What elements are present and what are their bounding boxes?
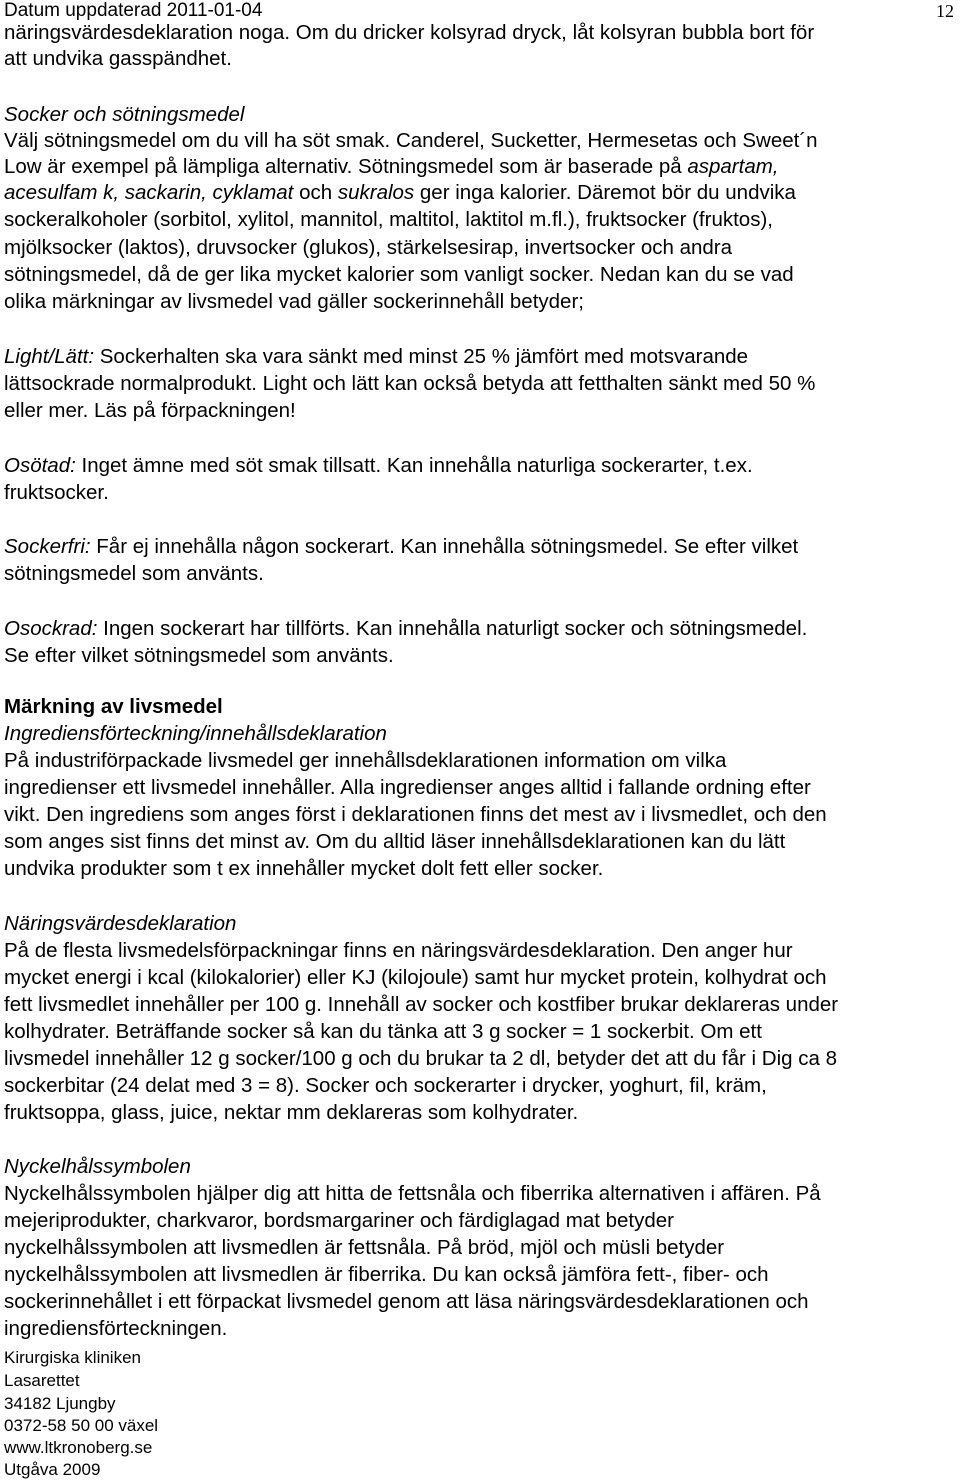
text-line: Low är exempel på lämpliga alternativ. Sötningsmedel som är baserade på aspartam, [4,155,779,178]
text-line: acesulfam k, sackarin, cyklamat och sukralos ger inga kalorier. Däremot bör du undvika [4,181,796,204]
text-line: På industriförpackade livsmedel ger innehållsdeklarationen information om vilka [4,749,727,772]
text-line: att undvika gasspändhet. [4,47,232,70]
label-sockerfri: Sockerfri: Får ej innehålla någon sockerart. Kan innehålla sötningsmedel. Se efter vilket [4,535,799,558]
text-line: Välj sötningsmedel om du vill ha söt smak. Canderel, Sucketter, Hermesetas och Sweet´n [4,129,818,152]
text-line: sockerbitar (24 delat med 3 = 8). Socker och sockerarter i drycker, yoghurt, fil, kräm, [4,1074,767,1097]
text-line: mjölksocker (laktos), druvsocker (glukos), stärkelsesirap, invertsocker och andra [4,236,733,259]
text-line: undvika produkter som t ex innehåller mycket dolt fett eller socker. [4,857,604,880]
text-line: olika märkningar av livsmedel vad gäller sockerinnehåll betyder; [4,290,584,313]
text-line: fruktsoppa, glass, juice, nektar mm deklareras som kolhydrater. [4,1101,579,1124]
subheading-ingredients: Ingrediensförteckning/innehållsdeklaration [4,722,387,745]
text-line: vikt. Den ingrediens som anges först i deklarationen finns det mest av i livsmedlet, och den [4,803,827,826]
text-line: näringsvärdesdeklaration noga. Om du dricker kolsyrad dryck, låt kolsyran bubbla bort för [4,21,815,44]
term-osockrad: Osockrad: [4,617,98,640]
text-line: fruktsocker. [4,481,109,504]
section-heading-socker: Socker och sötningsmedel [4,103,245,126]
text-line: lättsockrade normalprodukt. Light och lätt kan också betyda att fetthalten sänkt med 50 % [4,372,816,395]
label-light: Light/Lätt: Sockerhalten ska vara sänkt med minst 25 % jämfört med motsvarande [4,345,749,368]
text-line: ingredienser ett livsmedel innehåller. Alla ingredienser anges alltid i fallande ordning efter [4,776,811,799]
footer-hospital: Lasarettet [4,1371,80,1390]
label-osotad: Osötad: Inget ämne med söt smak tillsatt. Kan innehålla naturliga sockerarter, t.ex. [4,454,753,477]
footer-edition: Utgåva 2009 [4,1460,101,1479]
text-line: Se efter vilket sötningsmedel som använts. [4,644,394,667]
label-osockrad: Osockrad: Ingen sockerart har tillförts. Kan innehålla naturligt socker och sötningsmedel. [4,617,808,640]
term-light: Light/Lätt: [4,345,95,368]
text-line: mejeriprodukter, charkvaror, bordsmargariner och färdiglagad mat betyder [4,1209,674,1232]
footer-clinic: Kirurgiska kliniken [4,1348,141,1367]
text-line: sötningsmedel som använts. [4,562,264,585]
text-line: fett livsmedlet innehåller per 100 g. Innehåll av socker och kostfiber brukar deklareras under [4,993,839,1016]
text-line: eller mer. Läs på förpackningen! [4,399,296,422]
text-line: livsmedel innehåller 12 g socker/100 g och du brukar ta 2 dl, betyder det att du får i Dig ca 8 [4,1047,838,1070]
text-line: sockeralkoholer (sorbitol, xylitol, mannitol, maltitol, laktitol m.fl.), fruktsocker (fruktos), [4,208,773,231]
text-line: kolhydrater. Beträffande socker så kan du tänka att 3 g socker = 1 sockerbit. Om ett [4,1020,762,1043]
subheading-keyhole: Nyckelhålssymbolen [4,1155,191,1178]
footer-website[interactable]: www.ltkronoberg.se [4,1438,153,1457]
subheading-nutrition: Näringsvärdesdeklaration [4,912,237,935]
text-line: nyckelhålssymbolen att livsmedlen är fiberrika. Du kan också jämföra fett-, fiber- och [4,1263,769,1286]
text-line: ingrediensförteckningen. [4,1317,228,1340]
footer-phone: 0372-58 50 00 växel [4,1416,159,1435]
footer-address: 34182 Ljungby [4,1394,116,1413]
header-date: Datum uppdaterad 2011-01-04 [4,0,263,21]
section-heading-marking: Märkning av livsmedel [4,695,223,718]
text-line: Nyckelhålssymbolen hjälper dig att hitta de fettsnåla och fiberrika alternativen i affären. På [4,1182,821,1205]
text-line: mycket energi i kcal (kilokalorier) eller KJ (kilojoule) samt hur mycket protein, kolhydrat och [4,966,827,989]
term-sockerfri: Sockerfri: [4,535,91,558]
page-number: 12 [936,1,954,21]
text-line: På de flesta livsmedelsförpackningar finns en näringsvärdesdeklaration. Den anger hur [4,939,793,962]
text-line: sockerinnehållet i ett förpackat livsmedel genom att läsa näringsvärdesdeklarationen och [4,1290,809,1313]
term-osotad: Osötad: [4,454,76,477]
text-line: som anges sist finns det minst av. Om du alltid läser innehållsdeklarationen kan du lätt [4,830,786,853]
text-line: nyckelhålssymbolen att livsmedlen är fettsnåla. På bröd, mjöl och müsli betyder [4,1236,725,1259]
text-line: sötningsmedel, då de ger lika mycket kalorier som vanligt socker. Nedan kan du se vad [4,263,794,286]
